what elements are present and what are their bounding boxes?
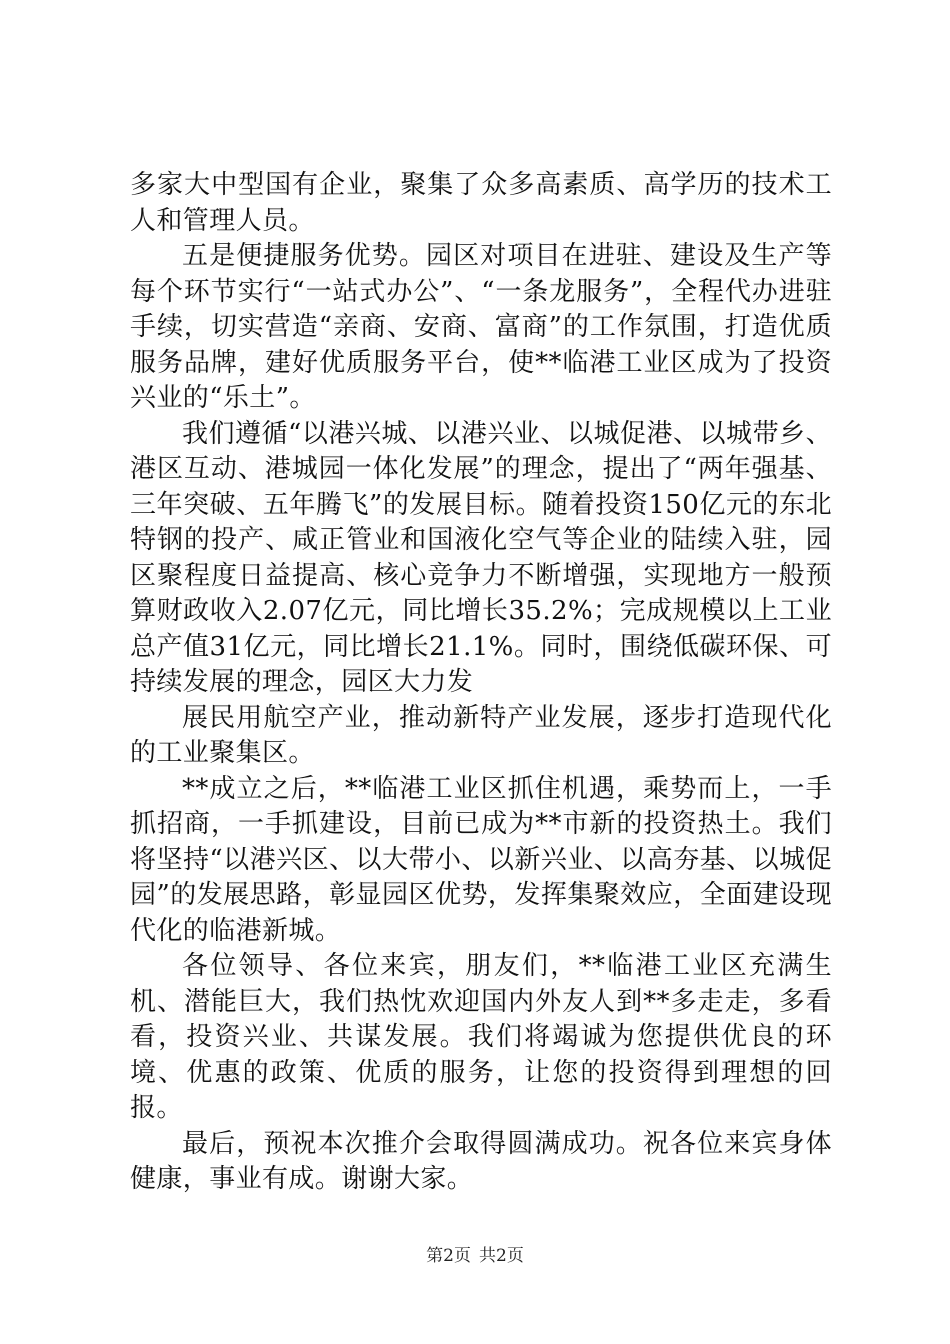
paragraph-7: 最后，预祝本次推介会取得圆满成功。祝各位来宾身体健康，事业有成。谢谢大家。: [130, 1128, 832, 1194]
paragraph-2: 五是便捷服务优势。园区对项目在进驻、建设及生产等每个环节实行“一站式办公”、“一条龙服务”，全程代办进驻手续，切实营造“亲商、安商、富商”的工作氛围，打造优质服务品牌，建好优质服务平台，使**临港工业区成为了投资兴业的“乐土”。: [130, 241, 832, 413]
document-body: [130, 168, 832, 1198]
page-number-total: 共2页: [479, 1246, 524, 1266]
paragraph-3: 我们遵循“以港兴城、以港兴业、以城促港、以城带乡、港区互动、港城园一体化发展”的理念，提出了“两年强基、三年突破、五年腾飞”的发展目标。随着投资150亿元的东北特钢的投产、咸正管业和国液化空气等企业的陆续入驻，园区聚程度日益提高、核心竞争力不断增强，实现地方一般预算财政收入2.07亿元，同比增长35.2%；完成规模以上工业总产值31亿元，同比增长21.1%。同时，围绕低碳环保、可持续发展的理念，园区大力发: [130, 418, 832, 697]
page-number-current: 第2页: [426, 1246, 471, 1266]
page-footer: [0, 1245, 950, 1267]
paragraph-6: 各位领导、各位来宾，朋友们，**临港工业区充满生机、潜能巨大，我们热忱欢迎国内外友人到**多走走，多看看，投资兴业、共谋发展。我们将竭诚为您提供优良的环境、优惠的政策、优质的服务，让您的投资得到理想的回报。: [130, 951, 832, 1123]
paragraph-1: 多家大中型国有企业，聚集了众多高素质、高学历的技术工人和管理人员。: [130, 170, 832, 236]
paragraph-4: 展民用航空产业，推动新特产业发展，逐步打造现代化的工业聚集区。: [130, 702, 832, 768]
paragraph-5: **成立之后，**临港工业区抓住机遇，乘势而上，一手抓招商，一手抓建设，目前已成为**市新的投资热土。我们将坚持“以港兴区、以大带小、以新兴业、以高夯基、以城促园”的发展思路，彰显园区优势，发挥集聚效应，全面建设现代化的临港新城。: [130, 773, 832, 946]
